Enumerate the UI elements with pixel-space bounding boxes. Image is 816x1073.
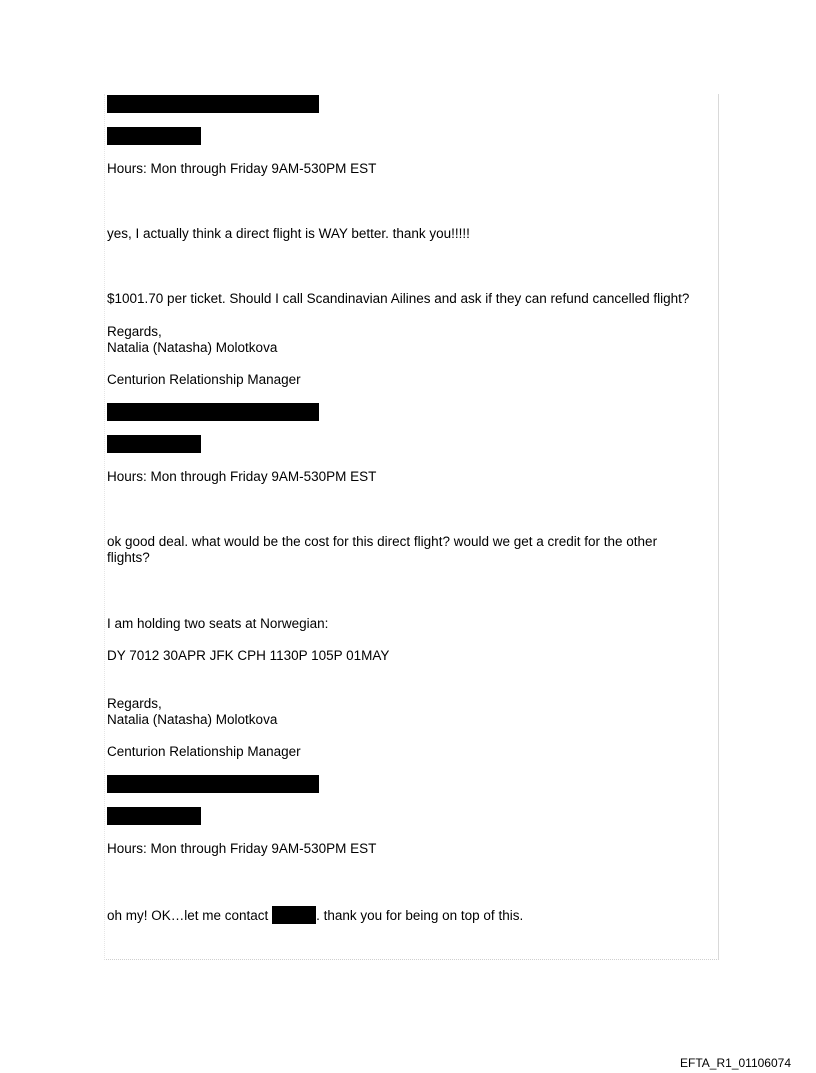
final-message [107, 906, 523, 924]
regards-text: Regards, [107, 324, 162, 339]
ticket-price-message: $1001.70 per ticket. Should I call Scandinavian Ailines and ask if they can refund cancelled flight? [107, 291, 690, 306]
redacted-block [107, 95, 319, 113]
question-message-line: flights? [107, 550, 150, 565]
redacted-block [107, 403, 319, 421]
holding-seats-text: I am holding two seats at Norwegian: [107, 616, 329, 631]
sender-name: Natalia (Natasha) Molotkova [107, 712, 278, 727]
sender-title: Centurion Relationship Manager [107, 744, 301, 759]
final-message-start: oh my! OK…let me contact [107, 908, 273, 923]
redacted-name [272, 906, 316, 924]
redacted-block [107, 807, 201, 825]
document-id: EFTA_R1_01106074 [680, 1056, 791, 1070]
signature-hours: Hours: Mon through Friday 9AM-530PM EST [107, 161, 377, 176]
question-message-line: ok good deal. what would be the cost for this direct flight? would we get a credit for the other [107, 534, 658, 549]
redacted-block [107, 775, 319, 793]
redacted-block [107, 435, 201, 453]
reply-message: yes, I actually think a direct flight is WAY better. thank you!!!!! [107, 226, 470, 241]
sender-name: Natalia (Natasha) Molotkova [107, 340, 278, 355]
sender-title: Centurion Relationship Manager [107, 372, 301, 387]
final-message-end: . thank you for being on top of this. [316, 908, 524, 923]
email-thread-frame [104, 94, 719, 960]
flight-details: DY 7012 30APR JFK CPH 1130P 105P 01MAY [107, 648, 390, 663]
signature-hours: Hours: Mon through Friday 9AM-530PM EST [107, 469, 377, 484]
regards-text: Regards, [107, 696, 162, 711]
signature-hours: Hours: Mon through Friday 9AM-530PM EST [107, 841, 377, 856]
redacted-block [107, 127, 201, 145]
